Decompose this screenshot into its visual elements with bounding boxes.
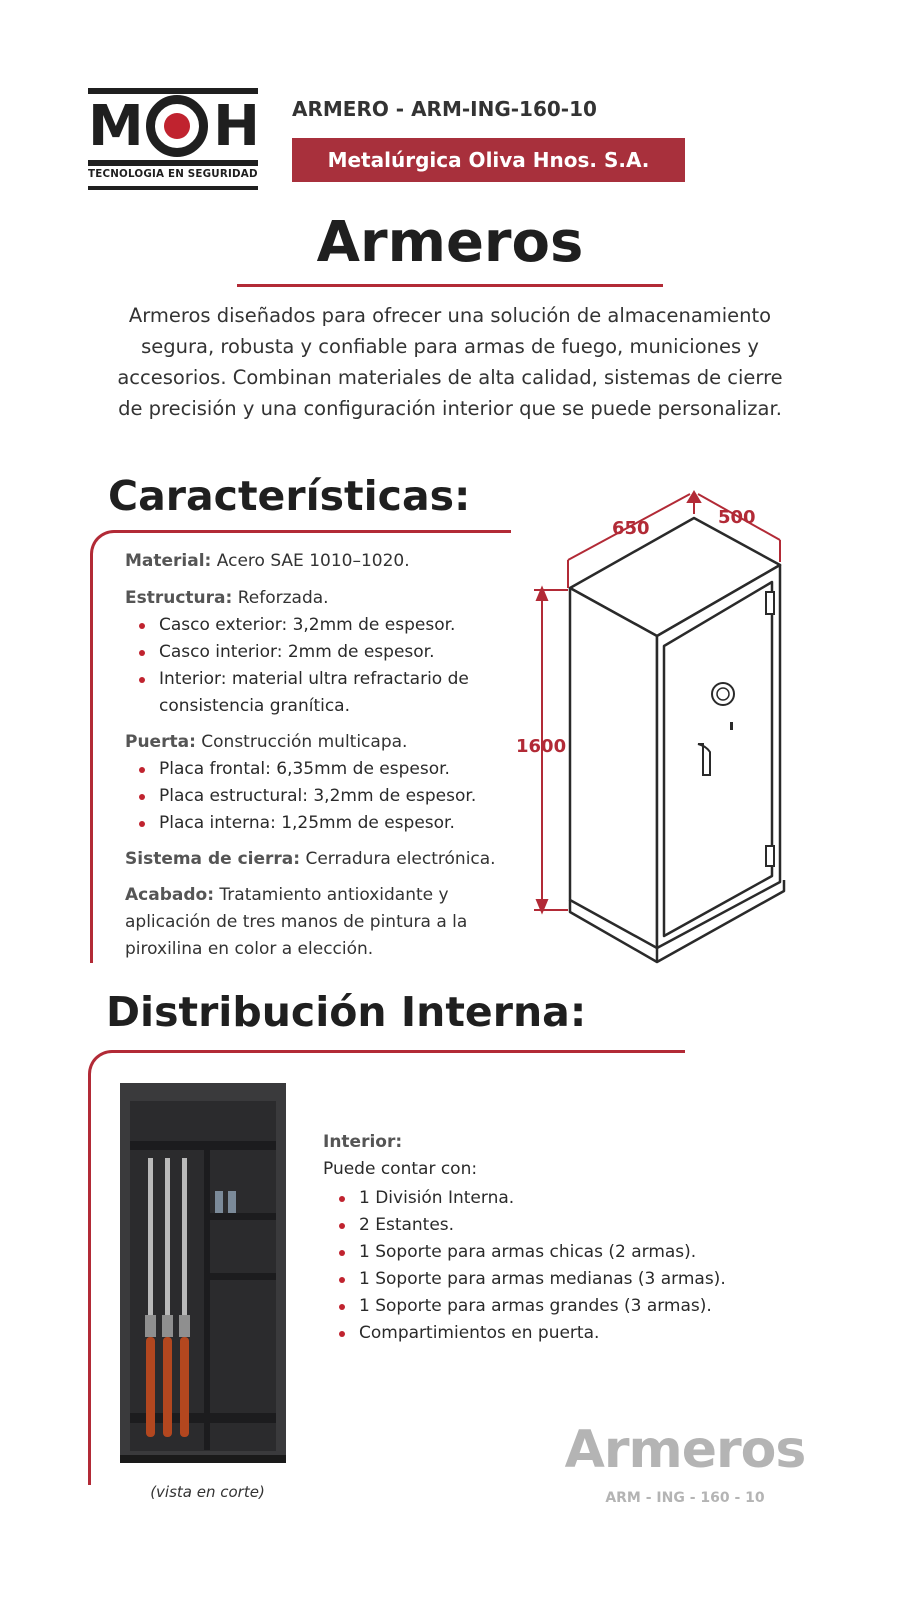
- top-gun-rack: [130, 1141, 276, 1150]
- cabinet-base: [120, 1455, 286, 1463]
- shelf-lower: [210, 1273, 276, 1280]
- logo-letter-m: M: [88, 93, 142, 159]
- feature-cierre-label: Sistema de cierra:: [125, 849, 301, 869]
- distribution-heading: Distribución Interna:: [106, 988, 587, 1036]
- bottle-icon: [228, 1191, 236, 1213]
- logo-o-icon: [146, 95, 208, 157]
- rifle-action: [179, 1315, 190, 1337]
- interior-item: Compartimientos en puerta.: [337, 1320, 819, 1347]
- company-banner: [292, 138, 685, 182]
- feature-estructura-label: Estructura:: [125, 588, 233, 608]
- feature-acabado-label: Acabado:: [125, 885, 214, 905]
- estructura-item: Casco exterior: 3,2mm de espesor.: [137, 612, 559, 639]
- intro-paragraph: Armeros diseñados para ofrecer una solución de almacenamiento segura, robusta y confiable para armas de fuego, municiones y accesorios. Combinan materiales de alta calidad, sistemas de cierre de precisión y una configuración interior que se puede personalizar.: [117, 304, 783, 420]
- interior-item: 1 División Interna.: [337, 1185, 819, 1212]
- electronic-keypad-icon: [712, 683, 734, 705]
- key-slot-icon: [730, 722, 733, 730]
- logo-tagline: TECNOLOGIA EN SEGURIDAD: [88, 168, 258, 180]
- page-title: Armeros: [316, 210, 584, 275]
- feature-cierre-value: Cerradura electrónica.: [300, 849, 496, 869]
- logo-underline: [88, 186, 258, 190]
- rifle-action: [145, 1315, 156, 1337]
- estructura-item: Interior: material ultra refractario de consistencia granítica.: [137, 666, 477, 720]
- feature-material-label: Material:: [125, 551, 212, 571]
- rifle-stock: [180, 1337, 189, 1437]
- logo-letter-h: H: [213, 93, 258, 159]
- cabinet-side-face: [570, 588, 657, 948]
- bottle-icon: [215, 1191, 223, 1213]
- feature-puerta-value: Construcción multicapa.: [195, 732, 408, 752]
- hinge-bottom-icon: [766, 846, 774, 866]
- feature-acabado-value: Tratamiento antioxidante y aplicación de tres manos de pintura a la piroxilina en color a elección.: [125, 885, 468, 959]
- interior-item: 1 Soporte para armas grandes (3 armas).: [337, 1293, 819, 1320]
- interior-item: 1 Soporte para armas chicas (2 armas).: [337, 1239, 819, 1266]
- feature-material: [125, 548, 525, 575]
- interior-item: 1 Soporte para armas medianas (3 armas).: [337, 1266, 819, 1293]
- logo-red-dot: [164, 113, 190, 139]
- puerta-item: Placa interna: 1,25mm de espesor.: [137, 810, 559, 837]
- feature-estructura-value: Reforzada.: [232, 588, 329, 608]
- rifle-action: [162, 1315, 173, 1337]
- rifle-stock: [146, 1337, 155, 1437]
- puerta-item: Placa estructural: 3,2mm de espesor.: [137, 783, 559, 810]
- features-heading: Características:: [108, 472, 471, 520]
- feature-cierre: [125, 846, 525, 873]
- rifle-barrel: [148, 1158, 153, 1318]
- title-underline: [237, 284, 663, 287]
- estructura-item: Casco interior: 2mm de espesor.: [137, 639, 559, 666]
- cabinet-outline: [570, 518, 784, 962]
- dimension-depth: 500: [718, 507, 756, 528]
- feature-acabado: [125, 882, 490, 963]
- puerta-item: Placa frontal: 6,35mm de espesor.: [137, 756, 559, 783]
- image-caption: (vista en corte): [150, 1483, 265, 1501]
- rifle-barrel: [165, 1158, 170, 1318]
- feature-estructura: [125, 585, 525, 612]
- footer-model-code: ARM - ING - 160 - 10: [605, 1490, 765, 1506]
- cabinet-dimension-drawing: [505, 478, 815, 978]
- interior-item: 2 Estantes.: [337, 1212, 819, 1239]
- moh-logo: [88, 88, 258, 193]
- logo-letters: [88, 92, 258, 160]
- cabinet-interior-cutaway: [120, 1083, 295, 1468]
- dimension-width: 650: [612, 518, 650, 539]
- interior-intro: Puede contar con:: [323, 1159, 478, 1179]
- footer-product-word: Armeros: [564, 1420, 806, 1480]
- company-name: Metalúrgica Oliva Hnos. S.A.: [327, 148, 650, 172]
- feature-puerta-label: Puerta:: [125, 732, 196, 752]
- feature-puerta: [125, 729, 525, 756]
- rifle-stock: [163, 1337, 172, 1437]
- arrow-icon: [688, 492, 700, 502]
- internal-divider: [204, 1150, 210, 1450]
- model-title: ARMERO - ARM-ING-160-10: [292, 97, 597, 121]
- interior-label: Interior:: [323, 1132, 403, 1152]
- hinge-top-icon: [766, 592, 774, 614]
- rifle-barrel: [182, 1158, 187, 1318]
- dimension-height: 1600: [516, 736, 567, 757]
- shelf-upper: [210, 1213, 276, 1220]
- rifles: [145, 1158, 190, 1437]
- feature-material-value: Acero SAE 1010–1020.: [211, 551, 410, 571]
